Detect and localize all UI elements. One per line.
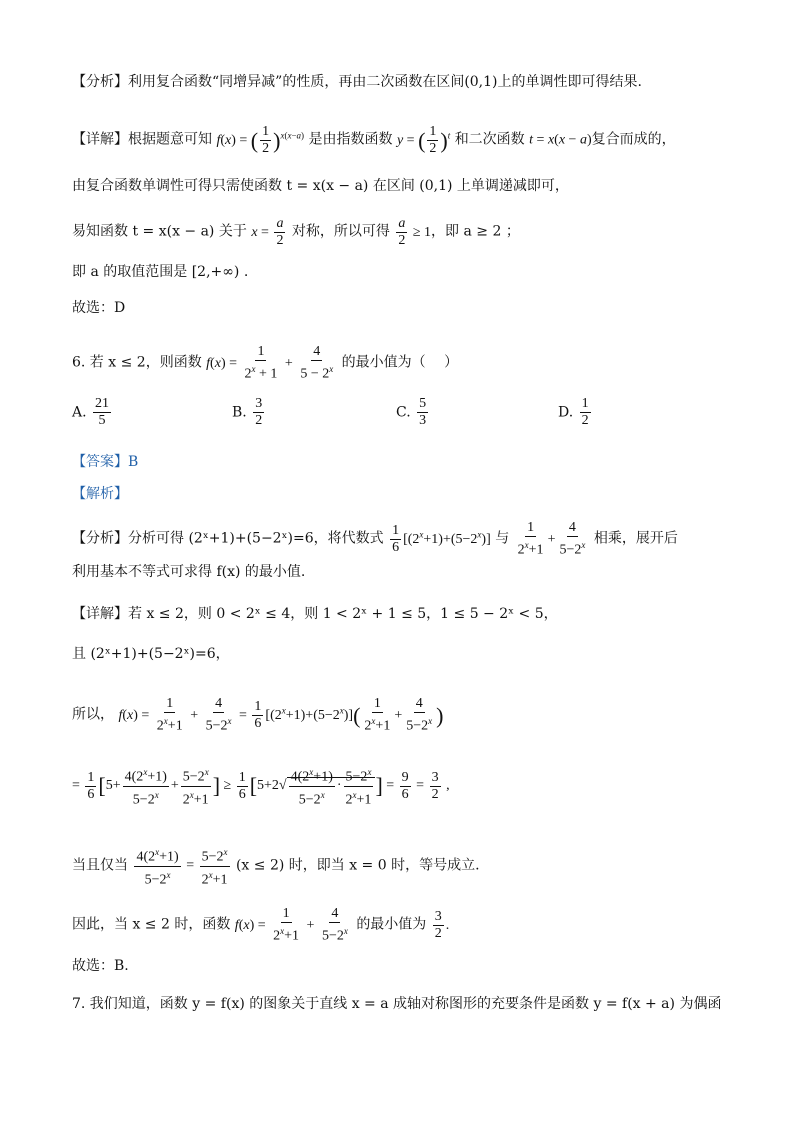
question-6: 6. 若 x ≤ 2，则函数 f(x) = $\frac{1}{2^x + 1}$ + $\frac{4}{5 - 2^x}$ 的最小值为（ ） bbox=[72, 344, 459, 382]
question-7: 7. 我们知道，函数 y = f(x) 的图象关于直线 x = a 成轴对称图形的充要条件是函数 y = f(x + a) 为偶函 bbox=[72, 996, 722, 1012]
detail-line-4: 即 a 的取值范围是 [2,+∞) . bbox=[72, 264, 249, 280]
detail-line-2: 由复合函数单调性可得只需使函数 t = x(x − a) 在区间 (0,1) 上单调递减即可， bbox=[72, 178, 569, 194]
option-c[interactable]: C. $\frac{5}{3}$ bbox=[396, 396, 427, 428]
analysis-line-3: 利用基本不等式可求得 f(x) 的最小值. bbox=[72, 564, 306, 580]
detail-6-line-4: = $\frac{1}{6}$ [5+ $\frac{4(2^x+1)}{5-2^x}$ + $\frac{5-2^x}{2^x+1}$ ] ≥ $\frac{1}{6}$ [5+2√ $\frac{4(2^x+1)}{5-2^x}$ · $\frac{5-2^x}{2^x+1}$ ] = $\frac{9}{6}$ = $\frac{3}{2}$ , bbox=[72, 764, 450, 808]
detail-6-line-3: 所以， f(x) = $\frac{1}{2^x+1}$ + $\frac{4}{5-2^x}$ = $\frac{1}{6}$ $[(2^x+1)+(5-2^x)]$( $\frac{1}{2^x+1}$ + $\frac{4}{5-2^x}$ ) bbox=[72, 696, 444, 734]
detail-6-line-1: 【详解】若 x ≤ 2，则 0 < 2ˣ ≤ 4，则 1 < 2ˣ + 1 ≤ 5，1 ≤ 5 − 2ˣ < 5， bbox=[72, 606, 558, 622]
detail-6-line-5: 当且仅当 $\frac{4(2^x+1)}{5-2^x}$ = $\frac{5-2^x}{2^x+1}$ (x ≤ 2) 时，即当 x = 0 时，等号成立. bbox=[72, 844, 480, 888]
detail-line-1: 【详解】根据题意可知 f(x) = ( $\frac{1}{2}$ )$^{x(x-a)}$ 是由指数函数 y = ( $\frac{1}{2}$ )$^t$ 和二次函数 t = x(x − a)复合而成的， bbox=[72, 124, 676, 156]
detail-line-3: 易知函数 t = x(x − a) 关于 x = $\frac{a}{2}$ 对称，所以可得 $\frac{a}{2}$ ≥ 1，即 a ≥ 2 ； bbox=[72, 216, 520, 248]
option-d[interactable]: D. $\frac{1}{2}$ bbox=[558, 396, 589, 428]
detail-6-line-2: 且 (2ˣ+1)+(5−2ˣ)=6， bbox=[72, 646, 230, 662]
option-a[interactable]: A. $\frac{21}{5}$ bbox=[72, 396, 110, 428]
detail-6-line-6: 因此，当 x ≤ 2 时，函数 f(x) = $\frac{1}{2^x+1}$ + $\frac{4}{5-2^x}$ 的最小值为 $\frac{3}{2}$ . bbox=[72, 906, 450, 944]
option-b[interactable]: B. $\frac{3}{2}$ bbox=[232, 396, 263, 428]
analysis-heading: 【解析】 bbox=[72, 486, 128, 502]
analysis-line-2: 【分析】分析可得 (2ˣ+1)+(5−2ˣ)=6，将代数式 $\frac{1}{6}$ $[(2^x+1)+(5-2^x)]$ 与 $\frac{1}{2^x+1}$ + $\frac{4}{5-2^x}$ 相乘，展开后 bbox=[72, 520, 678, 558]
answer-line: 【答案】B bbox=[72, 454, 139, 470]
analysis-line-1: 【分析】利用复合函数“同增异减”的性质，再由二次函数在区间(0,1)上的单调性即可得结果. bbox=[72, 74, 642, 90]
analysis-tag: 【分析】 bbox=[72, 74, 128, 90]
choice-line-d: 故选：D bbox=[72, 300, 126, 316]
choice-line-b: 故选：B. bbox=[72, 958, 129, 974]
